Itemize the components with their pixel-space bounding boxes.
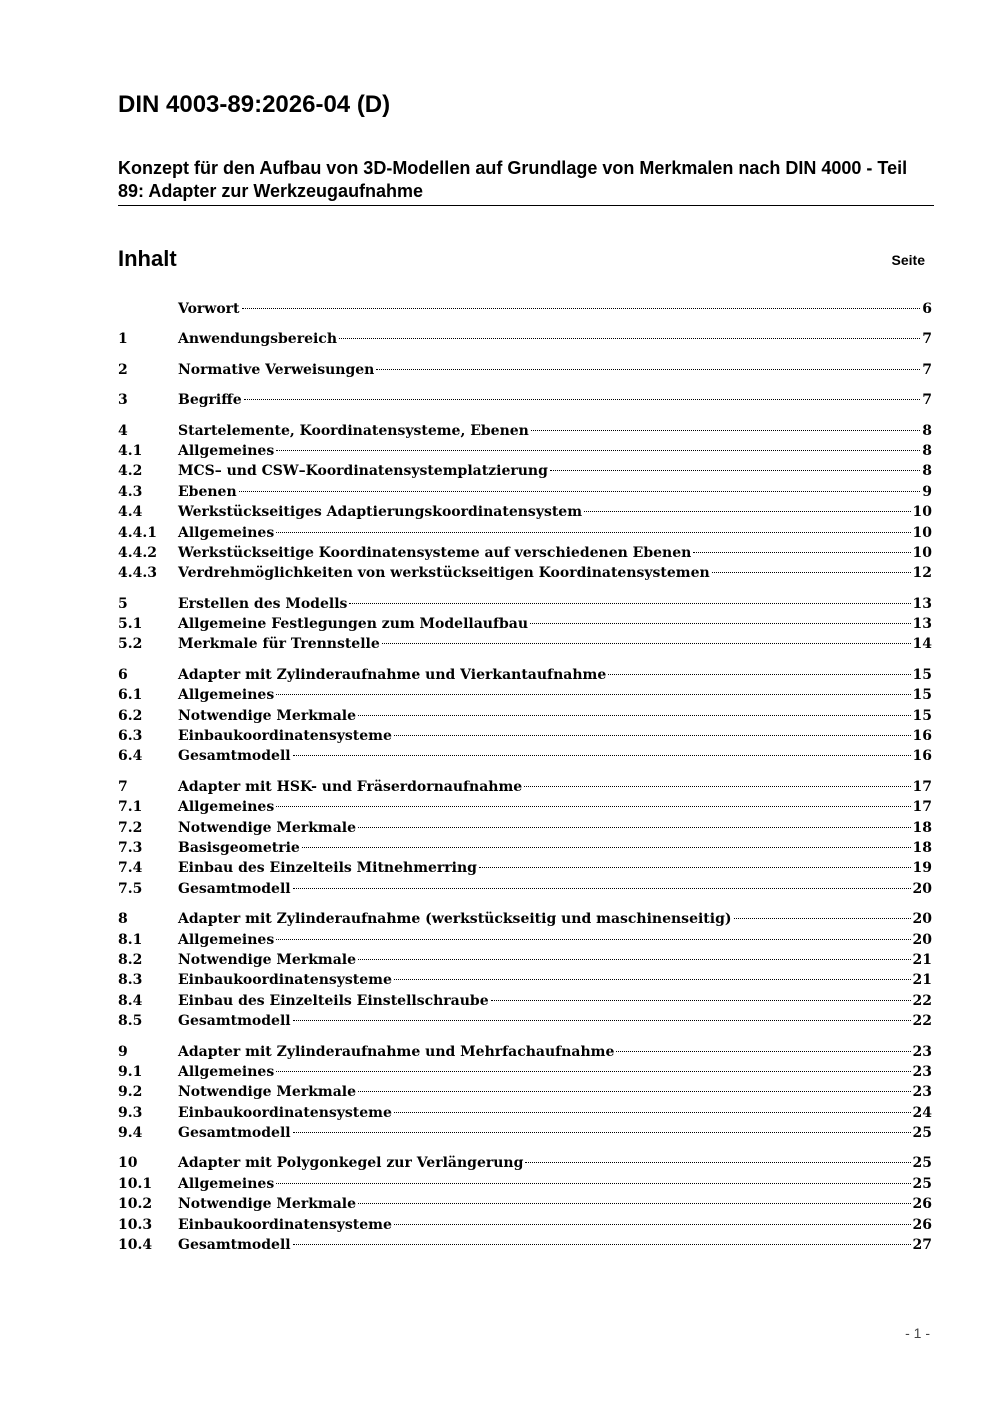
toc-entry-number: 2: [118, 361, 128, 378]
toc-entry[interactable]: [118, 1044, 932, 1064]
toc-dot-leader: [358, 827, 911, 828]
toc-entry[interactable]: [118, 748, 932, 768]
toc-entry-page: 12: [912, 565, 932, 582]
toc-entry-number: 7.5: [118, 880, 143, 897]
toc-entry[interactable]: [118, 484, 932, 504]
toc-entry-title: Notwendige Merkmale: [178, 819, 357, 836]
toc-entry-title: Notwendige Merkmale: [178, 1196, 357, 1213]
toc-entry-number: 8.4: [118, 992, 143, 1009]
toc-entry[interactable]: [118, 667, 932, 687]
toc-entry-number: 10.1: [118, 1175, 153, 1192]
toc-entry-page: 16: [912, 728, 932, 745]
toc-entry[interactable]: [118, 616, 932, 636]
toc-dot-leader: [584, 511, 910, 512]
toc-dot-leader: [524, 786, 910, 787]
toc-entry-page: 8: [922, 463, 932, 480]
toc-entry-number: 6.1: [118, 687, 143, 704]
toc-entry-page: 25: [912, 1125, 932, 1142]
toc-entry-title: Merkmale für Trennstelle: [178, 636, 380, 653]
toc-entry[interactable]: [118, 1196, 932, 1216]
toc-entry-number: 9.2: [118, 1084, 143, 1101]
toc-entry-number: 6.3: [118, 728, 143, 745]
toc-entry-page: 17: [912, 778, 932, 795]
toc-entry-number: 9: [118, 1043, 128, 1060]
toc-entry-number: 6: [118, 666, 128, 683]
toc-entry-page: 15: [912, 707, 932, 724]
toc-entry-title: Adapter mit Zylinderaufnahme (werkstückseitig und maschinenseitig): [178, 911, 732, 928]
toc-entry[interactable]: [118, 1084, 932, 1104]
toc-entry-number: 6.4: [118, 748, 143, 765]
toc-entry-page: 19: [912, 860, 932, 877]
toc-entry[interactable]: [118, 881, 932, 901]
toc-dot-leader: [358, 959, 911, 960]
toc-entry[interactable]: [118, 504, 932, 524]
toc-entry-number: 7.3: [118, 839, 143, 856]
toc-entry-page: 14: [912, 636, 932, 653]
toc-entry[interactable]: [118, 687, 932, 707]
toc-dot-leader: [239, 491, 921, 492]
toc-section-group: [118, 1155, 932, 1257]
toc-entry[interactable]: [118, 911, 932, 931]
toc-entry[interactable]: [118, 392, 932, 412]
toc-entry-page: 13: [912, 595, 932, 612]
toc-entry-page: 15: [912, 666, 932, 683]
toc-entry-page: 10: [912, 544, 932, 561]
toc-entry-number: 4.3: [118, 483, 143, 500]
page-number: - 1 -: [905, 1325, 930, 1341]
toc-section-group: [118, 331, 932, 351]
toc-entry-number: 8.2: [118, 951, 143, 968]
toc-entry-number: 4.4.3: [118, 565, 157, 582]
toc-entry-page: 10: [912, 504, 932, 521]
toc-entry-number: 8: [118, 911, 128, 928]
toc-section-group: [118, 779, 932, 901]
toc-entry-page: 23: [912, 1043, 932, 1060]
toc-entry-title: Normative Verweisungen: [178, 361, 375, 378]
toc-entry-title: Begriffe: [178, 392, 242, 409]
toc-entry-title: Allgemeines: [178, 1175, 275, 1192]
toc-entry-title: Adapter mit Polygonkegel zur Verlängerung: [178, 1155, 524, 1172]
toc-dot-leader: [712, 572, 911, 573]
toc-heading: Inhalt: [118, 246, 177, 271]
toc-dot-leader: [530, 623, 910, 624]
toc-dot-leader: [491, 1000, 911, 1001]
toc-entry-number: 4.4.2: [118, 544, 157, 561]
toc-dot-leader: [358, 715, 911, 716]
toc-dot-leader: [349, 603, 910, 604]
toc-entry[interactable]: [118, 799, 932, 819]
toc-entry[interactable]: [118, 1125, 932, 1145]
toc-entry[interactable]: [118, 596, 932, 616]
toc-entry-page: 25: [912, 1175, 932, 1192]
toc-entry-page: 26: [912, 1196, 932, 1213]
toc-entry-title: Basisgeometrie: [178, 839, 300, 856]
toc-entry-title: Allgemeines: [178, 931, 275, 948]
toc-entry-number: 6.2: [118, 707, 143, 724]
toc-page-column-label: Seite: [891, 252, 925, 268]
toc-entry-number: 10: [118, 1155, 138, 1172]
toc-entry-number: 7.2: [118, 819, 143, 836]
toc-entry-number: 8.3: [118, 972, 143, 989]
toc-entry-title: Notwendige Merkmale: [178, 951, 357, 968]
toc-section-group: [118, 392, 932, 412]
toc-section-group: [118, 667, 932, 769]
toc-dot-leader: [608, 674, 910, 675]
toc-dot-leader: [302, 847, 911, 848]
toc-entry[interactable]: [118, 1237, 932, 1257]
toc-entry-number: 9.4: [118, 1125, 143, 1142]
toc-dot-leader: [276, 532, 910, 533]
toc-entry-page: 16: [912, 748, 932, 765]
toc-dot-leader: [358, 1091, 911, 1092]
toc-entry-title: Adapter mit HSK- und Fräserdornaufnahme: [178, 778, 523, 795]
toc-dot-leader: [394, 735, 911, 736]
toc-entry-page: 7: [922, 392, 932, 409]
toc-entry[interactable]: [118, 779, 932, 799]
table-of-contents: [118, 301, 932, 1267]
toc-entry[interactable]: [118, 972, 932, 992]
toc-entry-number: 4.4.1: [118, 524, 157, 541]
toc-entry-title: Einbaukoordinatensysteme: [178, 1216, 392, 1233]
toc-entry-page: 18: [912, 819, 932, 836]
toc-entry[interactable]: [118, 636, 932, 656]
toc-entry-number: 5.1: [118, 616, 143, 633]
toc-entry[interactable]: [118, 463, 932, 483]
toc-entry-page: 7: [922, 331, 932, 348]
toc-entry[interactable]: [118, 1176, 932, 1196]
toc-section-group: [118, 1044, 932, 1146]
toc-dot-leader: [244, 399, 921, 400]
toc-entry-title: Werkstückseitige Koordinatensysteme auf verschiedenen Ebenen: [178, 544, 692, 561]
toc-entry-title: Einbaukoordinatensysteme: [178, 728, 392, 745]
toc-entry-page: 21: [912, 972, 932, 989]
toc-entry-number: 7: [118, 778, 128, 795]
toc-entry-page: 22: [912, 992, 932, 1009]
toc-entry-title: Gesamtmodell: [178, 1013, 291, 1030]
toc-entry[interactable]: [118, 423, 932, 443]
toc-dot-leader: [276, 939, 910, 940]
toc-entry[interactable]: [118, 932, 932, 952]
toc-entry-page: 20: [912, 880, 932, 897]
toc-entry-page: 9: [922, 483, 932, 500]
toc-section-group: [118, 423, 932, 586]
toc-entry[interactable]: [118, 1105, 932, 1125]
toc-entry[interactable]: [118, 728, 932, 748]
toc-entry-title: Einbau des Einzelteils Einstellschraube: [178, 992, 489, 1009]
toc-entry-title: Gesamtmodell: [178, 748, 291, 765]
toc-entry-number: 5.2: [118, 636, 143, 653]
toc-entry-page: 10: [912, 524, 932, 541]
toc-dot-leader: [531, 430, 920, 431]
toc-entry-number: 1: [118, 331, 128, 348]
toc-entry-page: 18: [912, 839, 932, 856]
toc-entry[interactable]: [118, 1064, 932, 1084]
toc-dot-leader: [293, 1020, 911, 1021]
toc-dot-leader: [394, 1112, 911, 1113]
toc-dot-leader: [734, 918, 911, 919]
toc-entry-title: Verdrehmöglichkeiten von werkstückseitigen Koordinatensystemen: [178, 565, 710, 582]
toc-entry-number: 4.1: [118, 442, 143, 459]
toc-dot-leader: [479, 867, 911, 868]
toc-dot-leader: [276, 694, 910, 695]
toc-entry-title: Allgemeines: [178, 524, 275, 541]
toc-dot-leader: [242, 308, 921, 309]
toc-entry-number: 5: [118, 595, 128, 612]
toc-entry-title: Notwendige Merkmale: [178, 707, 357, 724]
toc-entry-page: 13: [912, 616, 932, 633]
toc-entry[interactable]: [118, 993, 932, 1013]
toc-entry-page: 26: [912, 1216, 932, 1233]
toc-entry-number: 8.5: [118, 1013, 143, 1030]
toc-entry[interactable]: [118, 1155, 932, 1175]
toc-entry-number: 7.4: [118, 860, 143, 877]
toc-dot-leader: [394, 979, 911, 980]
toc-dot-leader: [276, 806, 910, 807]
toc-entry-title: Notwendige Merkmale: [178, 1084, 357, 1101]
toc-entry-title: Einbaukoordinatensysteme: [178, 972, 392, 989]
toc-entry-page: 7: [922, 361, 932, 378]
toc-entry-title: Anwendungsbereich: [178, 331, 337, 348]
toc-entry-number: 3: [118, 392, 128, 409]
toc-entry[interactable]: [118, 443, 932, 463]
toc-entry-page: 20: [912, 931, 932, 948]
toc-entry-title: Gesamtmodell: [178, 1237, 291, 1254]
toc-dot-leader: [693, 552, 910, 553]
toc-entry[interactable]: [118, 301, 932, 321]
toc-entry[interactable]: [118, 331, 932, 351]
toc-entry-title: Allgemeines: [178, 442, 275, 459]
toc-entry-title: Ebenen: [178, 483, 237, 500]
toc-dot-leader: [376, 369, 920, 370]
toc-dot-leader: [293, 1132, 911, 1133]
toc-entry-title: Erstellen des Modells: [178, 595, 348, 612]
toc-entry-number: 9.1: [118, 1063, 143, 1080]
toc-entry-page: 15: [912, 687, 932, 704]
toc-dot-leader: [276, 1183, 910, 1184]
toc-entry-page: 21: [912, 951, 932, 968]
toc-dot-leader: [293, 888, 911, 889]
toc-entry[interactable]: [118, 820, 932, 840]
toc-entry-page: 24: [912, 1104, 932, 1121]
toc-entry-title: Adapter mit Zylinderaufnahme und Vierkantaufnahme: [178, 666, 607, 683]
toc-dot-leader: [276, 450, 920, 451]
toc-entry-page: 25: [912, 1155, 932, 1172]
toc-entry[interactable]: [118, 1013, 932, 1033]
toc-dot-leader: [276, 1071, 910, 1072]
toc-entry[interactable]: [118, 362, 932, 382]
toc-entry-page: 27: [912, 1237, 932, 1254]
toc-entry-number: 7.1: [118, 799, 143, 816]
title-divider: [118, 205, 934, 206]
toc-dot-leader: [358, 1203, 911, 1204]
toc-entry-number: 10.2: [118, 1196, 153, 1213]
toc-entry[interactable]: [118, 565, 932, 585]
toc-entry-number: 4.2: [118, 463, 143, 480]
toc-entry-title: Werkstückseitiges Adaptierungskoordinatensystem: [178, 504, 583, 521]
toc-entry-title: Einbaukoordinatensysteme: [178, 1104, 392, 1121]
toc-entry-page: 22: [912, 1013, 932, 1030]
toc-entry-title: Adapter mit Zylinderaufnahme und Mehrfachaufnahme: [178, 1043, 615, 1060]
toc-entry-title: Einbau des Einzelteils Mitnehmerring: [178, 860, 477, 877]
toc-entry-number: 8.1: [118, 931, 143, 948]
toc-entry-number: 4.4: [118, 504, 143, 521]
toc-entry-title: Gesamtmodell: [178, 880, 291, 897]
toc-dot-leader: [525, 1162, 910, 1163]
toc-entry-number: 10.4: [118, 1237, 153, 1254]
toc-entry-page: 8: [922, 442, 932, 459]
document-id: DIN 4003-89:2026-04 (D): [118, 91, 391, 118]
toc-entry-title: Allgemeines: [178, 799, 275, 816]
toc-entry-page: 6: [922, 301, 932, 317]
toc-entry[interactable]: [118, 860, 932, 880]
toc-entry-page: 23: [912, 1063, 932, 1080]
toc-entry[interactable]: [118, 545, 932, 565]
toc-section-group: [118, 301, 932, 321]
toc-entry[interactable]: [118, 708, 932, 728]
toc-entry-title: Startelemente, Koordinatensysteme, Ebenen: [178, 422, 529, 439]
toc-entry-page: 23: [912, 1084, 932, 1101]
toc-section-group: [118, 911, 932, 1033]
toc-entry-title: MCS– und CSW–Koordinatensystemplatzierung: [178, 463, 548, 480]
toc-entry-title: Allgemeine Festlegungen zum Modellaufbau: [178, 616, 529, 633]
toc-dot-leader: [394, 1224, 911, 1225]
toc-entry[interactable]: [118, 1217, 932, 1237]
toc-entry-page: 17: [912, 799, 932, 816]
toc-entry[interactable]: [118, 952, 932, 972]
toc-dot-leader: [339, 338, 920, 339]
toc-entry-page: 20: [912, 911, 932, 928]
toc-entry[interactable]: [118, 840, 932, 860]
document-subtitle: Konzept für den Aufbau von 3D-Modellen auf Grundlage von Merkmalen nach DIN 4000 - Teil 89: Adapter zur Werkzeugaufnahme: [118, 158, 908, 201]
toc-entry-number: 9.3: [118, 1104, 143, 1121]
toc-dot-leader: [293, 755, 911, 756]
toc-section-group: [118, 596, 932, 657]
toc-entry-page: 8: [922, 422, 932, 439]
toc-dot-leader: [293, 1244, 911, 1245]
toc-entry-number: 10.3: [118, 1216, 153, 1233]
toc-entry[interactable]: [118, 525, 932, 545]
toc-dot-leader: [616, 1051, 910, 1052]
toc-section-group: [118, 362, 932, 382]
toc-dot-leader: [382, 643, 911, 644]
toc-entry-title: Allgemeines: [178, 1063, 275, 1080]
toc-entry-number: 4: [118, 422, 128, 439]
toc-dot-leader: [550, 470, 920, 471]
toc-entry-title: Gesamtmodell: [178, 1125, 291, 1142]
toc-entry-title: Allgemeines: [178, 687, 275, 704]
toc-entry-title: Vorwort: [178, 301, 240, 317]
